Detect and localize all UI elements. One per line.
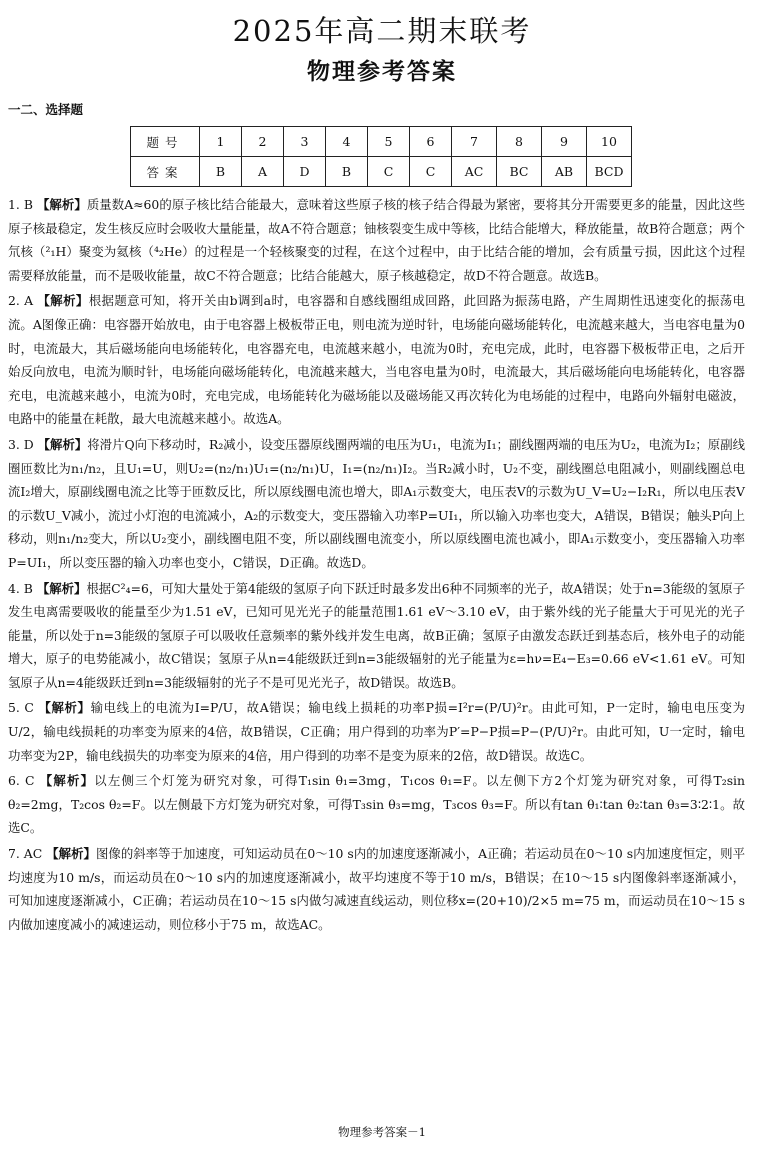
answer-cell: BC: [497, 157, 542, 187]
analysis-tag: 【解析】: [37, 436, 88, 452]
solution-number: 3. D: [8, 436, 34, 452]
question-number-cell: 2: [242, 127, 284, 157]
answer-table: [130, 126, 632, 187]
solution-number: 4. B: [8, 580, 33, 596]
answer-cell: B: [200, 157, 242, 187]
row-label-question-number: 题号: [131, 127, 200, 157]
analysis-tag: 【解析】: [39, 773, 95, 789]
question-number-cell: 5: [368, 127, 410, 157]
solution-text: 图像的斜率等于加速度，可知运动员在0～10 s内的加速度逐渐减小，A正确；若运动员在0～10 s内加速度恒定，则平均速度为10 m/s，而运动员在0～10 s内的加速度逐渐减小，故平均速度不等于10 m/s，B错误；在10～15 s内图像斜率逐渐减小，可知加速度逐渐减小，C正确；若运动员在10～15 s内做匀减速直线运动，则位移x=(20+10)/2×5 m=75 m，而运动员在10～15 s内做加速度减小的减速运动，则位移小于75 m，故选AC。: [8, 846, 745, 932]
analysis-tag: 【解析】: [46, 846, 96, 862]
question-number-cell: 4: [326, 127, 368, 157]
solution-text: 根据题意可知，将开关由b调到a时，电容器和自感线圈组成回路，此回路为振荡电路，产生周期性迅速变化的振荡电流。A图像正确：电容器开始放电，由于电容器上极板带正电，则电流为逆时针，电场能向磁场能转化，电流越来越大，当电容电量为0时，电流最大，其后磁场能向电场能转化，电容器充电，电流越来越小，电流为0时，充电完成，此时，电容器下极板带正电，之后开始反向放电，电流为顺时针，电场能向磁场能转化，电流越来越大，当电容电量为0时，电流最大，其后磁场能向电场能转化，电容器充电，电流越来越小，电流为0时，充电完成，电场能转化为磁场能以及磁场能又再次转化为电场能的过程中，电路向外辐射电磁波，电路中的能量在耗散，最大电流越来越小。故选A。: [8, 293, 745, 427]
solution-text: 输电线上的电流为I=P/U，故A错误；输电线上损耗的功率P损=I²r=(P/U)²r。由此可知，P一定时，输电电压变为U/2，输电线损耗的功率变为原来的4倍，故B错误，C正确；用户得到的功率为P′=P−P损=P−(P/U)²r。由此可知，U一定时，输电功率变为2P，输电线损失的功率变为原来的4倍，用户得到的功率不是变为原来的2倍，故D错误。故选C。: [8, 700, 745, 763]
solution-text: 以左侧三个灯笼为研究对象，可得T₁sin θ₁=3mg，T₁cos θ₁=F。以左侧下方2个灯笼为研究对象，可得T₂sin θ₂=2mg，T₂cos θ₂=F。以左侧最下方灯笼为研究对象，可得T₃sin θ₃=mg，T₃cos θ₃=F。所以有tan θ₁∶tan θ₂∶tan θ₃=3∶2∶1。故选C。: [8, 773, 745, 836]
solution-number: 6. C: [8, 773, 35, 789]
answer-cell: D: [284, 157, 326, 187]
answer-cell: B: [326, 157, 368, 187]
answer-table-row-numbers: [131, 127, 632, 157]
section-heading: 一二、选择题: [8, 102, 84, 117]
analysis-tag: 【解析】: [37, 293, 89, 309]
solution-text: 将滑片Q向下移动时，R₂减小，设变压器原线圈两端的电压为U₁，电流为I₁；副线圈两端的电压为U₂，电流为I₂；原副线圈匝数比为n₁/n₂，且U₁=U，则U₂=(n₂/n₁)U₁=(n₂/n₁)U，I₁=(n₂/n₁)I₂。当R₂减小时，U₂不变，副线圈总电阻减小，则副线圈总电流I₂增大，原副线圈电流之比等于匝数反比，所以原线圈电流也增大，即A₁示数变大，电压表V的示数为U_V=U₂−I₂R₁，所以电压表V的示数U_V减小，流过小灯泡的电流减小，A₂的示数变大，变压器输入功率P=UI₁，所以输入功率也变大，A错误，B错误；触头P向上移动，则n₁/n₂变大，所以U₂变小，副线圈电阻不变，所以副线圈电流变小，所以原线圈电流也减小，即A₁示数变小，变压器输入功率P=UI₁，所以变压器的输入功率也变小，C错误，D正确。故选D。: [8, 436, 745, 570]
question-number-cell: 3: [284, 127, 326, 157]
analysis-tag: 【解析】: [36, 197, 87, 212]
answer-cell: C: [368, 157, 410, 187]
row-label-answer: 答案: [131, 157, 200, 187]
solution-number: 5. C: [8, 700, 34, 716]
answer-cell: A: [242, 157, 284, 187]
question-number-cell: 1: [200, 127, 242, 157]
page-footer: 物理参考答案－1: [338, 1125, 426, 1139]
solution-number: 1. B: [8, 197, 33, 212]
answer-cell: AC: [452, 157, 497, 187]
answer-table-row-answers: [131, 157, 632, 187]
solution-item: [8, 577, 745, 695]
page-subtitle: 物理参考答案: [307, 59, 457, 85]
solution-item: [8, 193, 745, 287]
solution-number: 2. A: [8, 293, 34, 309]
page-title: 2025年高二期末联考: [232, 14, 532, 48]
solution-item: [8, 696, 745, 767]
answer-cell: BCD: [587, 157, 632, 187]
question-number-cell: 10: [587, 127, 632, 157]
question-number-cell: 7: [452, 127, 497, 157]
solution-item: [8, 289, 745, 431]
solution-item: [8, 842, 745, 936]
question-number-cell: 6: [410, 127, 452, 157]
answer-cell: AB: [542, 157, 587, 187]
solution-text: 质量数A≈60的原子核比结合能最大，意味着这些原子核的核子结合得最为紧密，要将其分开需要更多的能量，因此这些原子核最稳定，发生核反应时会吸收大量能量，故A不符合题意；铀核裂变生成中等核，比结合能增大，释放能量，故B符合题意；两个氘核（²₁H）聚变为氦核（⁴₂He）的过程是一个轻核聚变的过程，在这个过程中，由于比结合能的增加，会有质量亏损，因此这个过程需要释放能量，而不是吸收能量，故C不符合题意；比结合能越大，原子核越稳定，故D不符合题意。故选B。: [8, 197, 745, 283]
solution-item: [8, 433, 745, 575]
solution-list: [8, 193, 745, 936]
analysis-tag: 【解析】: [38, 700, 91, 716]
question-number-cell: 8: [497, 127, 542, 157]
question-number-cell: 9: [542, 127, 587, 157]
solution-item: [8, 769, 745, 840]
solution-text: 根据C²₄=6，可知大量处于第4能级的氢原子向下跃迁时最多发出6种不同频率的光子，故A错误；处于n=3能级的氢原子发生电离需要吸收的能量至少为1.51 eV，已知可见光光子的能量范围1.61 eV～3.10 eV，由于紫外线的光子能量大于可见光的光子能量，所以处于n=3能级的氢原子可以吸收任意频率的紫外线并发生电离，故B正确；氢原子由激发态跃迁到基态后，核外电子的动能增大，原子的电势能减小，故C错误；氢原子从n=4能级跃迁到n=3能级辐射的光子能量为ε=hν=E₄−E₃=0.66 eV<1.61 eV。可知氢原子从n=4能级跃迁到n=3能级辐射的光子不是可见光光子，故D错误。故选B。: [8, 580, 745, 690]
analysis-tag: 【解析】: [36, 580, 87, 596]
solution-number: 7. AC: [8, 846, 43, 862]
answer-cell: C: [410, 157, 452, 187]
